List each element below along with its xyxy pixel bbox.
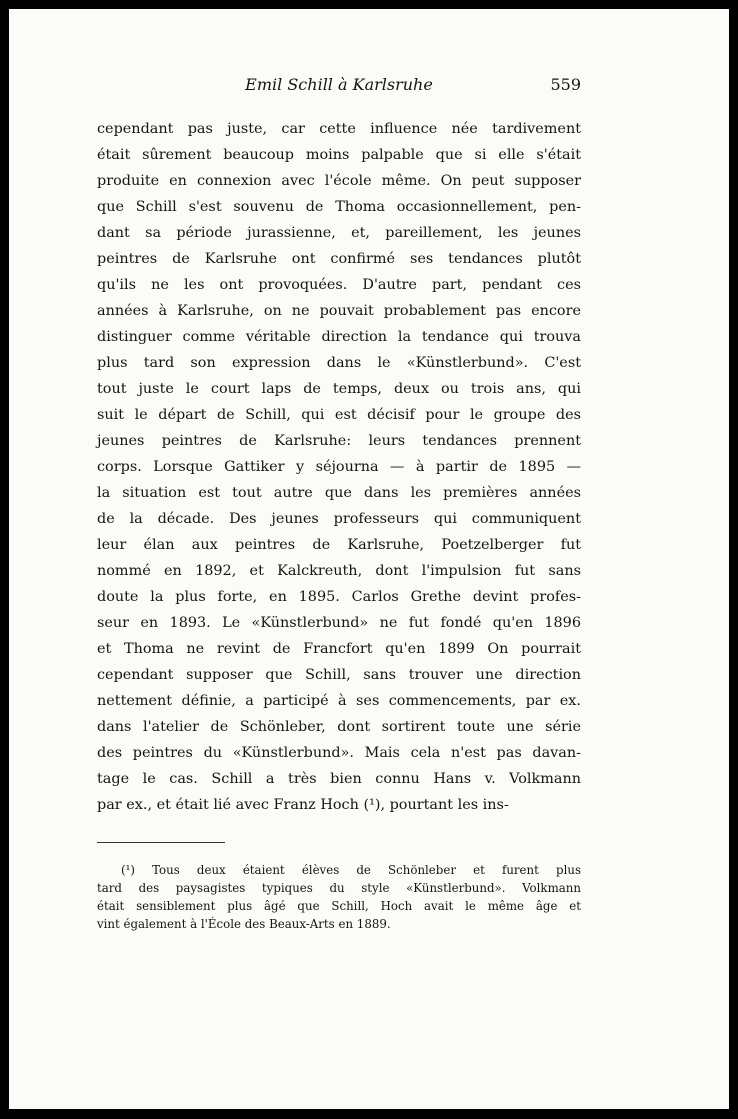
text-line: peintres de Karlsruhe ont confirmé ses tendances plutôt — [97, 251, 581, 267]
footnote-divider — [97, 842, 225, 843]
text-line: des peintres du «Künstlerbund». Mais cela n'est pas davan- — [97, 745, 581, 761]
footnote-line: tard des paysagistes typiques du style «Künstlerbund». Volkmann — [97, 881, 581, 895]
footnote — [97, 861, 581, 933]
running-title: Emil Schill à Karlsruhe — [245, 75, 433, 94]
text-line: que Schill s'est souvenu de Thoma occasionnellement, pen- — [97, 199, 581, 215]
text-line: plus tard son expression dans le «Künstlerbund». C'est — [97, 355, 581, 371]
text-line: nommé en 1892, et Kalckreuth, dont l'impulsion fut sans — [97, 563, 581, 579]
text-line: années à Karlsruhe, on ne pouvait probablement pas encore — [97, 303, 581, 319]
text-line: qu'ils ne les ont provoquées. D'autre part, pendant ces — [97, 277, 581, 293]
text-line: par ex., et était lié avec Franz Hoch (¹), pourtant les ins- — [97, 797, 509, 813]
footnote-line: vint également à l'École des Beaux-Arts en 1889. — [97, 917, 391, 931]
text-line: suit le départ de Schill, qui est décisif pour le groupe des — [97, 407, 581, 423]
text-line: cependant pas juste, car cette influence née tardivement — [97, 121, 581, 137]
text-line: dant sa période jurassienne, et, pareillement, les jeunes — [97, 225, 581, 241]
text-line: distinguer comme véritable direction la tendance qui trouva — [97, 329, 581, 345]
text-line: de la décade. Des jeunes professeurs qui communiquent — [97, 511, 581, 527]
text-line: produite en connexion avec l'école même. On peut supposer — [97, 173, 581, 189]
text-line: tout juste le court laps de temps, deux ou trois ans, qui — [97, 381, 581, 397]
text-line: corps. Lorsque Gattiker y séjourna — à partir de 1895 — — [97, 459, 581, 475]
text-line: dans l'atelier de Schönleber, dont sortirent toute une série — [97, 719, 581, 735]
footnote-line: était sensiblement plus âgé que Schill, Hoch avait le même âge et — [97, 899, 581, 913]
footnote-line: (¹) Tous deux étaient élèves de Schönleber et furent plus — [121, 863, 581, 877]
text-line: tage le cas. Schill a très bien connu Hans v. Volkmann — [97, 771, 581, 787]
text-line: leur élan aux peintres de Karlsruhe, Poetzelberger fut — [97, 537, 581, 553]
page-number: 559 — [550, 75, 581, 94]
text-line: cependant supposer que Schill, sans trouver une direction — [97, 667, 581, 683]
text-line: seur en 1893. Le «Künstlerbund» ne fut fondé qu'en 1896 — [97, 615, 581, 631]
running-head — [97, 72, 581, 98]
body-text — [97, 116, 581, 818]
text-line: nettement définie, a participé à ses commencements, par ex. — [97, 693, 581, 709]
book-page — [9, 9, 729, 1109]
text-line: était sûrement beaucoup moins palpable que si elle s'était — [97, 147, 581, 163]
text-line: et Thoma ne revint de Francfort qu'en 1899 On pourrait — [97, 641, 581, 657]
text-line: la situation est tout autre que dans les premières années — [97, 485, 581, 501]
text-line: jeunes peintres de Karlsruhe: leurs tendances prennent — [97, 433, 581, 449]
text-line: doute la plus forte, en 1895. Carlos Grethe devint profes- — [97, 589, 581, 605]
